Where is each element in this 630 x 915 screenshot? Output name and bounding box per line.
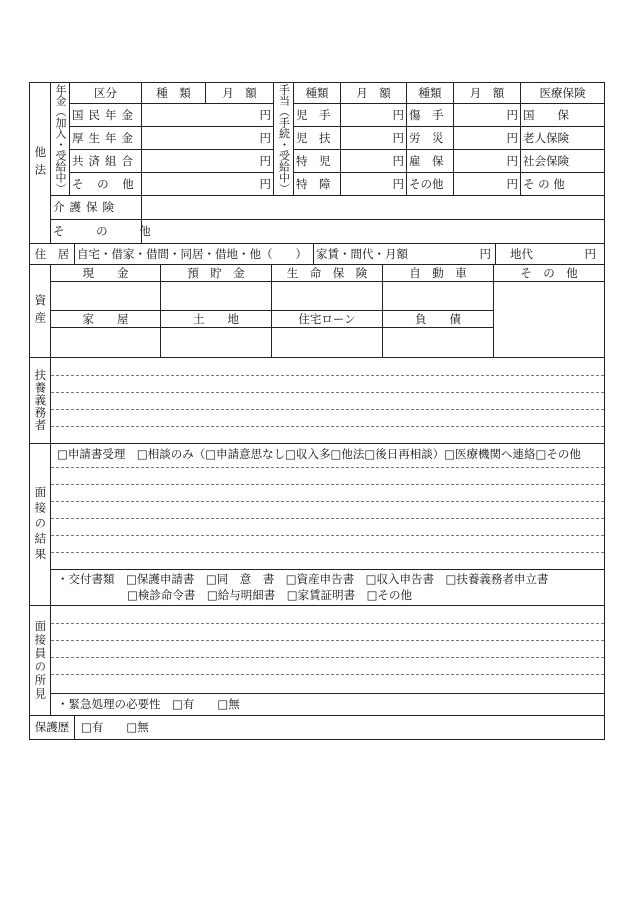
medical-row: 社会保険 <box>521 150 605 173</box>
interview-result-field[interactable] <box>51 444 605 606</box>
interview-result-table <box>29 443 605 606</box>
care-insurance-field[interactable] <box>142 196 605 220</box>
land-cell[interactable] <box>496 244 605 265</box>
protection-history-table <box>29 715 605 740</box>
asset-header-other: そ の 他 <box>494 265 605 282</box>
asset-header-life-insurance: 生 命 保 険 <box>272 265 383 282</box>
docs-line2[interactable]: □検診命令書 □給与明細書 □家賃証明書 □その他 <box>127 588 412 602</box>
docs-line1[interactable]: ・交付書類 □保護申請書 □同 意 書 □資産申告書 □収入申告書 □扶養義務者申立書 <box>57 572 549 586</box>
header-category: 区分 <box>70 83 142 104</box>
kind3-row: 労 災 <box>407 127 454 150</box>
rent-yen: 円 <box>479 246 491 261</box>
interview-result-label: 面接の結果 <box>30 444 51 606</box>
supporter-field[interactable] <box>51 358 605 444</box>
allowance-row: 児 扶 <box>294 127 341 150</box>
house-field[interactable] <box>51 328 161 358</box>
residence-label: 住 居 <box>30 244 75 265</box>
kind3-yen: 円 <box>454 150 521 173</box>
assets-label: 資産 <box>30 265 51 358</box>
supporter-table <box>29 357 605 444</box>
kind3-yen: 円 <box>454 173 521 196</box>
allowance-yen: 円 <box>341 104 407 127</box>
pension-label: 年金（加入・受給中） <box>51 83 70 196</box>
asset-header-house: 家 屋 <box>51 311 161 328</box>
supporter-label: 扶養義務者 <box>30 358 51 444</box>
asset-header-cash: 現 金 <box>51 265 161 282</box>
land-label: 地代 <box>510 246 533 261</box>
header-kind: 種 類 <box>142 83 206 104</box>
header-monthly: 月 額 <box>206 83 274 104</box>
header-medical: 医療保険 <box>521 83 605 104</box>
life-insurance-field[interactable] <box>272 282 383 311</box>
medical-row: 国 保 <box>521 104 605 127</box>
home-loan-field[interactable] <box>272 328 383 358</box>
interviewer-opinion-table <box>29 605 605 716</box>
allowance-yen: 円 <box>341 173 407 196</box>
car-field[interactable] <box>383 282 494 311</box>
land-field[interactable] <box>161 328 272 358</box>
pension-row: 厚生年金 <box>70 127 142 150</box>
other-law-table <box>29 82 605 244</box>
interviewer-opinion-label: 面接員の所見 <box>30 606 51 716</box>
asset-header-home-loan: 住宅ローン <box>272 311 383 328</box>
urgent-line[interactable]: ・緊急処理の必要性 □有 □無 <box>57 697 240 711</box>
savings-field[interactable] <box>161 282 272 311</box>
allowance-row: 特 障 <box>294 173 341 196</box>
allowance-yen: 円 <box>341 127 407 150</box>
allowance-row: 児 手 <box>294 104 341 127</box>
rent-label: 家賃・間代・月額 <box>316 246 408 261</box>
land-yen: 円 <box>584 246 596 261</box>
pension-yen: 円 <box>142 127 274 150</box>
asset-header-debt: 負 債 <box>383 311 494 328</box>
other-law-label: 他法 <box>30 83 51 244</box>
header-monthly2: 月 額 <box>341 83 407 104</box>
assets-table <box>29 264 605 358</box>
kind3-yen: 円 <box>454 104 521 127</box>
other-label: そ の 他 <box>51 220 142 244</box>
interviewer-opinion-field[interactable] <box>51 606 605 716</box>
allowance-row: 特 児 <box>294 150 341 173</box>
header-kind3: 種類 <box>407 83 454 104</box>
residence-table <box>29 243 605 265</box>
header-kind2: 種類 <box>294 83 341 104</box>
interview-checks[interactable]: □申請書受理 □相談のみ（□申請意思なし□収入多□他法□後日再相談）□医療機関へ連絡□その他 <box>57 447 581 461</box>
header-monthly3: 月 額 <box>454 83 521 104</box>
other-asset-field[interactable] <box>494 282 605 358</box>
pension-yen: 円 <box>142 104 274 127</box>
allowance-label: 手当（手続・受給中） <box>274 83 294 196</box>
application-form <box>29 82 604 745</box>
protection-history-label: 保護歴 <box>30 716 75 740</box>
pension-row: 国民年金 <box>70 104 142 127</box>
medical-row: そ の 他 <box>521 173 605 196</box>
cash-field[interactable] <box>51 282 161 311</box>
kind3-row: その他 <box>407 173 454 196</box>
pension-yen: 円 <box>142 150 274 173</box>
kind3-row: 雇 保 <box>407 150 454 173</box>
debt-field[interactable] <box>383 328 494 358</box>
medical-row: 老人保険 <box>521 127 605 150</box>
pension-row: 共済組合 <box>70 150 142 173</box>
residence-options[interactable]: 自宅・借家・借間・同居・借地・他（ ） <box>75 244 314 265</box>
kind3-row: 傷 手 <box>407 104 454 127</box>
rent-cell[interactable] <box>314 244 496 265</box>
asset-header-land: 土 地 <box>161 311 272 328</box>
asset-header-car: 自 動 車 <box>383 265 494 282</box>
pension-row: そ の 他 <box>70 173 142 196</box>
pension-yen: 円 <box>142 173 274 196</box>
asset-header-savings: 預 貯 金 <box>161 265 272 282</box>
care-insurance-label: 介護保険 <box>51 196 142 220</box>
kind3-yen: 円 <box>454 127 521 150</box>
protection-history-options[interactable]: □有 □無 <box>75 716 605 740</box>
other-field[interactable] <box>142 220 605 244</box>
allowance-yen: 円 <box>341 150 407 173</box>
